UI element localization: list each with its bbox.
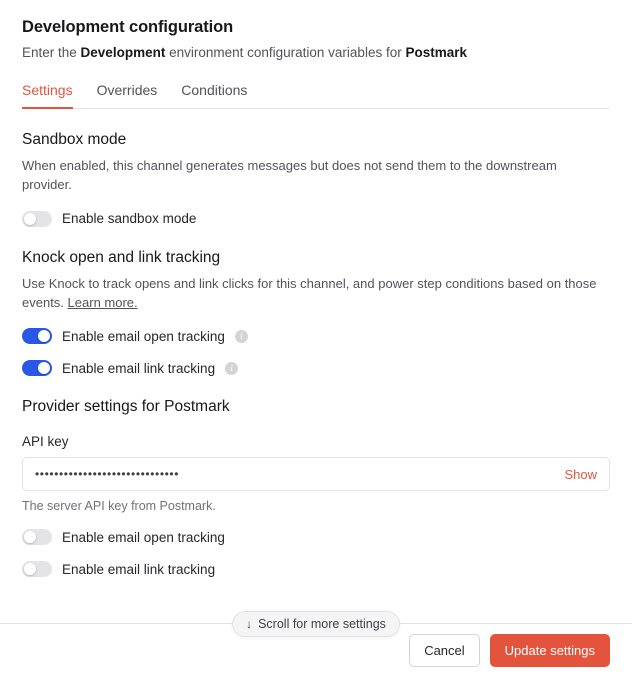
provider-enable-email-open-tracking-label: Enable email open tracking bbox=[62, 529, 225, 545]
toggle-knob bbox=[24, 213, 36, 225]
knock-enable-email-open-tracking-toggle[interactable] bbox=[22, 328, 52, 344]
toggle-knob bbox=[24, 563, 36, 575]
scroll-hint-label: Scroll for more settings bbox=[258, 617, 386, 631]
learn-more-link[interactable]: Learn more. bbox=[67, 294, 138, 310]
subtitle-provider: Postmark bbox=[405, 45, 467, 60]
subtitle-environment: Development bbox=[80, 45, 166, 60]
api-key-value[interactable]: •••••••••••••••••••••••••••••• bbox=[35, 467, 180, 482]
subtitle-middle: environment configuration variables for bbox=[165, 45, 406, 60]
page-subtitle bbox=[22, 45, 610, 60]
provider-settings-heading: Provider settings for Postmark bbox=[22, 398, 230, 416]
knock-tracking-heading: Knock open and link tracking bbox=[22, 248, 221, 266]
provider-open-tracking-row bbox=[22, 529, 610, 545]
provider-enable-email-open-tracking-toggle[interactable] bbox=[22, 529, 52, 545]
provider-enable-email-link-tracking-label: Enable email link tracking bbox=[62, 561, 216, 577]
toggle-knob bbox=[38, 330, 50, 342]
arrow-down-icon: ↓ bbox=[246, 617, 253, 631]
sandbox-mode-heading: Sandbox mode bbox=[22, 131, 127, 148]
subtitle-prefix: Enter the bbox=[22, 45, 81, 60]
show-api-key-button[interactable]: Show bbox=[564, 466, 597, 482]
knock-enable-email-link-tracking-label: Enable email link tracking bbox=[62, 360, 216, 376]
api-key-help-text: The server API key from Postmark. bbox=[22, 499, 216, 514]
knock-tracking-description bbox=[22, 275, 602, 313]
enable-sandbox-mode-toggle[interactable] bbox=[22, 211, 52, 227]
sandbox-mode-description: When enabled, this channel generates messages but does not send them to the downstream provider. bbox=[22, 158, 557, 192]
update-settings-button[interactable]: Update settings bbox=[490, 634, 610, 667]
sandbox-mode-row bbox=[22, 211, 610, 227]
tab-overrides[interactable]: Overrides bbox=[96, 82, 158, 98]
knock-link-tracking-row bbox=[22, 360, 610, 376]
knock-tracking-description-text: Use Knock to track opens and link clicks for this channel, and power step conditions based on those events. bbox=[22, 275, 597, 310]
knock-enable-email-open-tracking-label: Enable email open tracking bbox=[62, 328, 225, 344]
page-title: Development configuration bbox=[22, 18, 234, 36]
tab-settings[interactable]: Settings bbox=[22, 78, 73, 109]
provider-link-tracking-row bbox=[22, 561, 610, 577]
api-key-field[interactable] bbox=[22, 457, 610, 491]
settings-tabs bbox=[22, 78, 610, 109]
info-icon[interactable]: i bbox=[235, 330, 248, 343]
scroll-for-more-settings-button[interactable] bbox=[232, 611, 400, 637]
knock-open-tracking-row bbox=[22, 328, 610, 344]
tab-conditions[interactable]: Conditions bbox=[181, 82, 248, 98]
info-icon[interactable]: i bbox=[225, 362, 238, 375]
toggle-knob bbox=[24, 531, 36, 543]
cancel-button[interactable]: Cancel bbox=[409, 634, 479, 667]
toggle-knob bbox=[38, 362, 50, 374]
api-key-label: API key bbox=[22, 434, 69, 450]
provider-enable-email-link-tracking-toggle[interactable] bbox=[22, 561, 52, 577]
enable-sandbox-mode-label: Enable sandbox mode bbox=[62, 211, 197, 227]
knock-enable-email-link-tracking-toggle[interactable] bbox=[22, 360, 52, 376]
